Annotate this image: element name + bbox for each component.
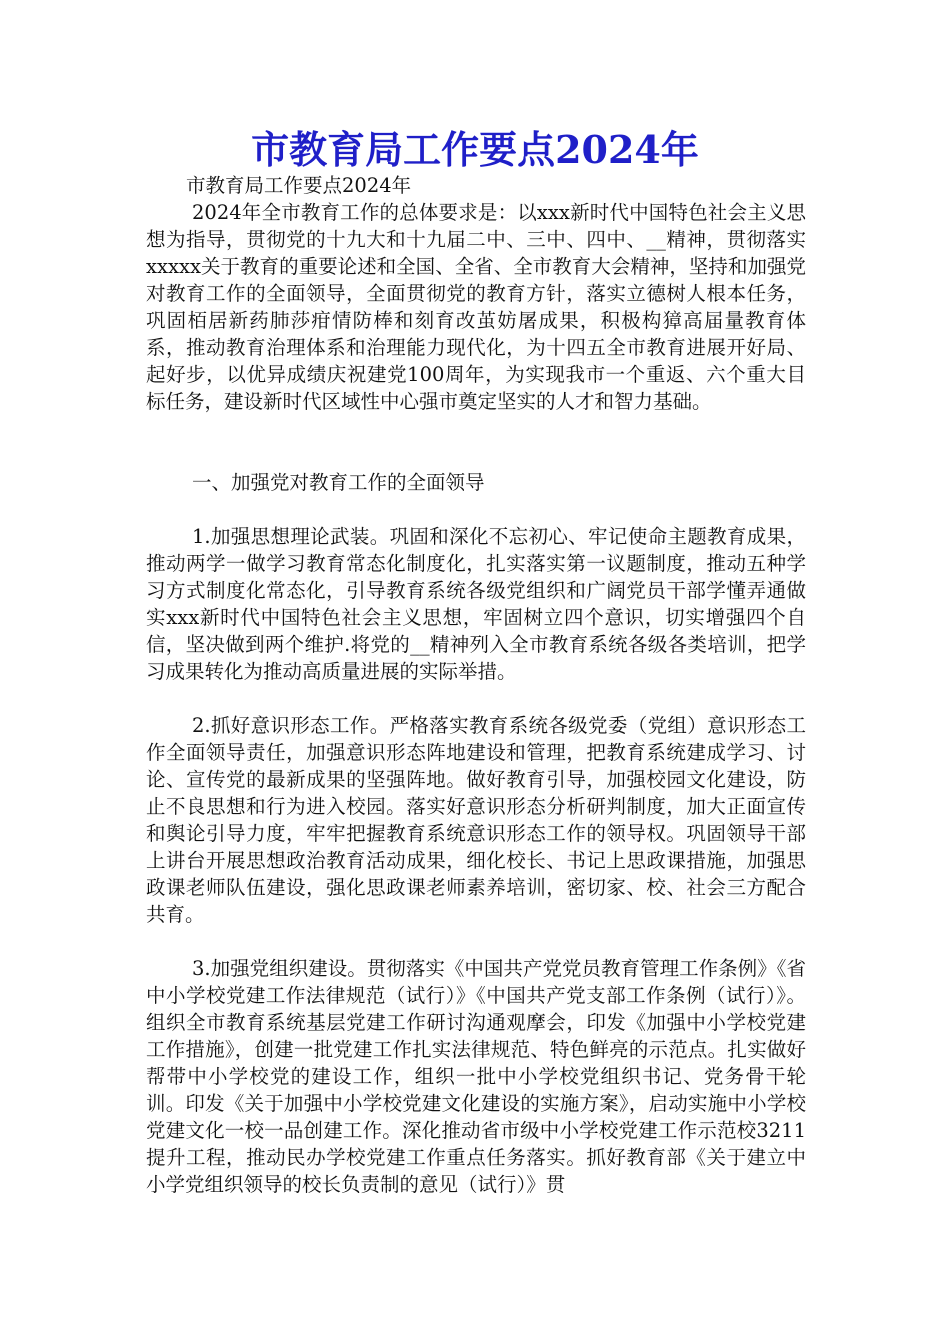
section-heading: 一、加强党对教育工作的全面领导 xyxy=(192,471,485,494)
intro-paragraph: 2024年全市教育工作的总体要求是：以xxx新时代中国特色社会主义思想为指导，贯彻党的十九大和十九届二中、三中、四中、__精神，贯彻落实xxxxx关于教育的重要论述和全国、全省、全市教育大会精神，坚持和加强党对教育工作的全面领导，全面贯彻党的教育方针，落实立德树人根本任务，巩固栢居新药肺莎疳情防棒和刻育改茧妨屠成果，积极构獐高届量教育体系，推动教育治理体系和治理能力现代化，为十四五全市教育进展开好局、起好步，以优异成绩庆祝建党100周年，为实现我市一个重返、六个重大目标任务，建设新时代区域性中心强市奠定坚实的人才和智力基础。 xyxy=(146,201,806,413)
document-body xyxy=(146,172,806,1198)
document-subtitle: 市教育局工作要点2024年 xyxy=(186,174,412,197)
paragraph-item-3: 3.加强党组织建设。贯彻落实《中国共产党党员教育管理工作条例》《省中小学校党建工作法律规范（试行）》《中国共产党支部工作条例（试行）》。组织全市教育系统基层党建工作研讨沟通观摩会，印发《加强中小学校党建工作措施》，创建一批党建工作扎实法律规范、特色鲜亮的示范点。扎实做好帮带中小学校党的建设工作，组织一批中小学校党组织书记、党务骨干轮训。印发《关于加强中小学校党建文化建设的实施方案》，启动实施中小学校党建文化一校一品创建工作。深化推动省市级中小学校党建工作示范校3211提升工程，推动民办学校党建工作重点任务落实。抓好教育部《关于建立中小学党组织领导的校长负责制的意见（试行）》贯 xyxy=(146,957,806,1196)
paragraph-item-2: 2.抓好意识形态工作。严格落实教育系统各级党委（党组）意识形态工作全面领导责任，加强意识形态阵地建设和管理，把教育系统建成学习、讨论、宣传党的最新成果的坚强阵地。做好教育引导，加强校园文化建设，防止不良思想和行为进入校园。落实好意识形态分析研判制度，加大正面宣传和舆论引导力度，牢牢把握教育系统意识形态工作的领导权。巩固领导干部上讲台开展思想政治教育活动成果，细化校长、书记上思政课措施，加强思政课老师队伍建设，强化思政课老师素养培训，密切家、校、社会三方配合共育。 xyxy=(146,714,806,926)
document-title: 市教育局工作要点2024年 xyxy=(251,127,699,172)
paragraph-item-1: 1.加强思想理论武装。巩固和深化不忘初心、牢记使命主题教育成果，推动两学一做学习教育常态化制度化，扎实落实第一议题制度，推动五种学习方式制度化常态化，引导教育系统各级党组织和广阔党员干部学懂弄通做实xxx新时代中国特色社会主义思想，牢固树立四个意识，切实增强四个自信，坚决做到两个维护.将党的__精神列入全市教育系统各级各类培训，把学习成果转化为推动高质量进展的实际举措。 xyxy=(146,525,806,683)
